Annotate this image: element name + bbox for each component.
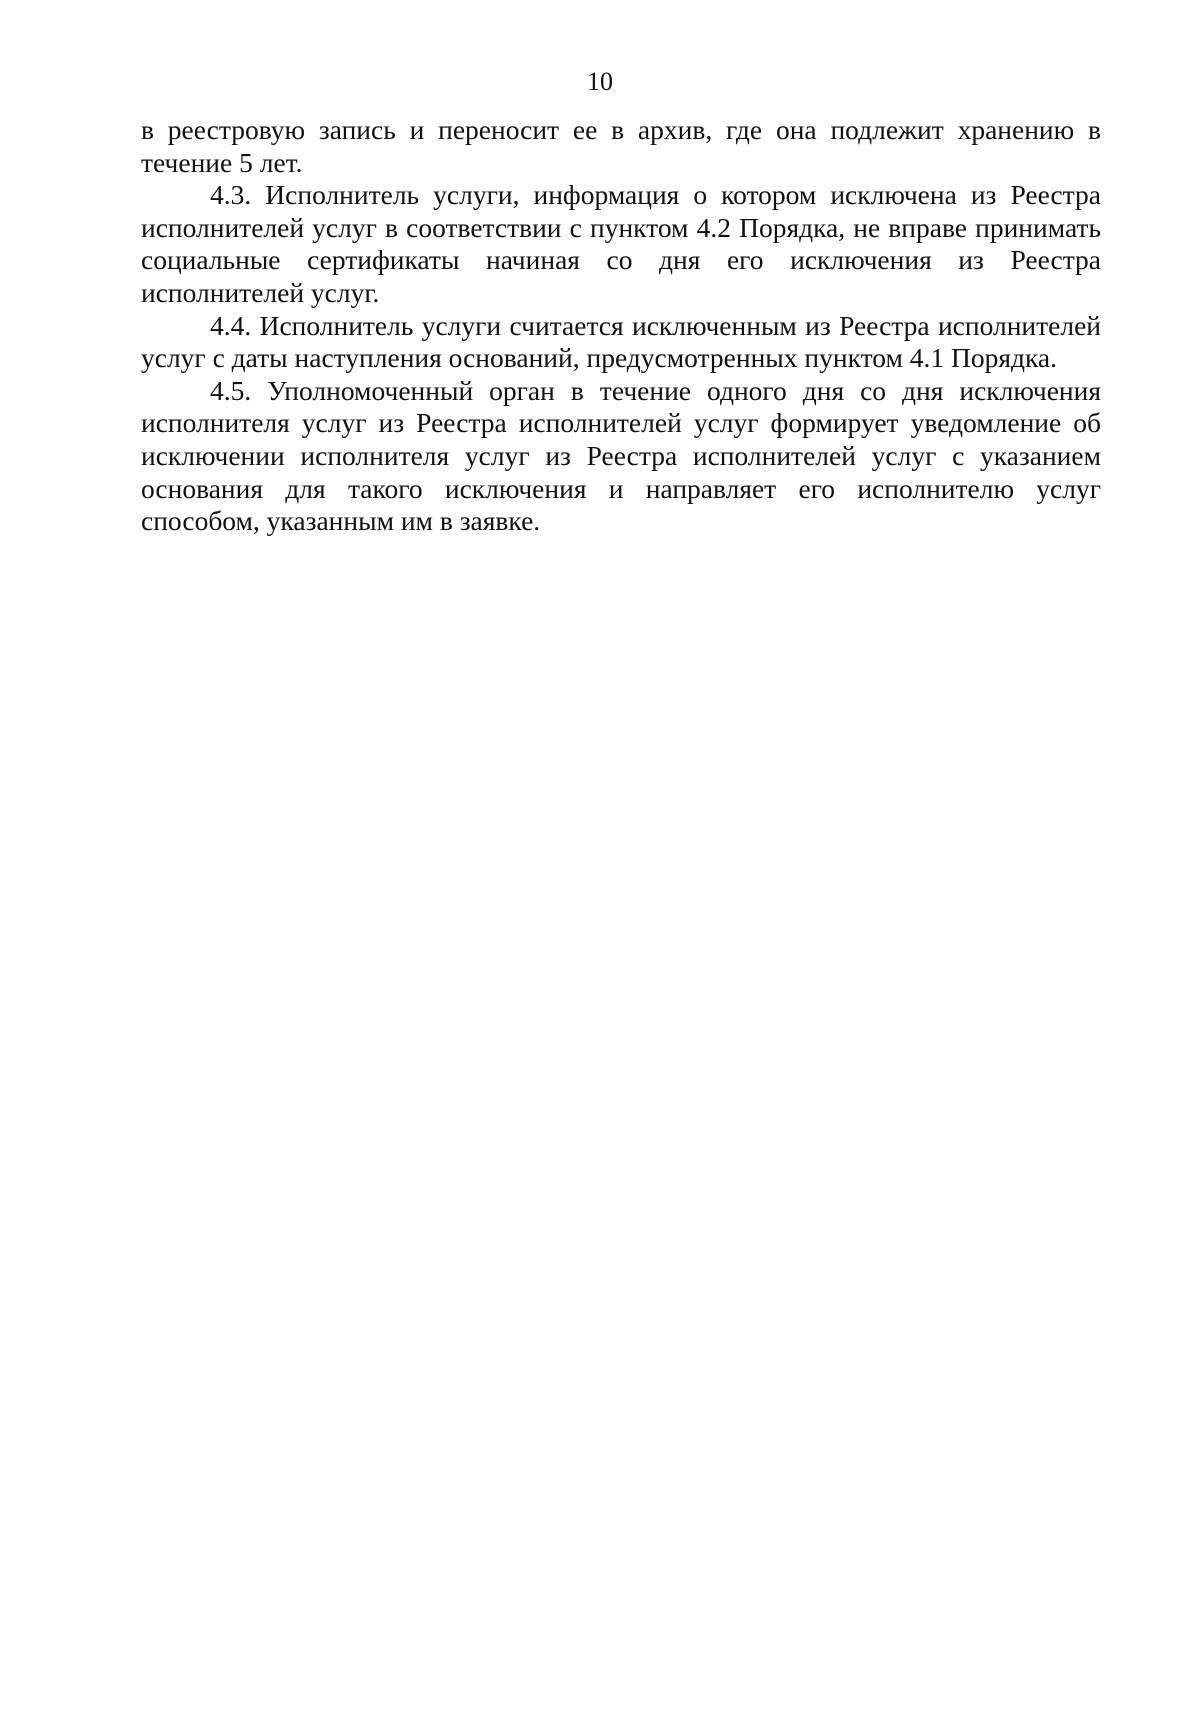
document-body xyxy=(141,114,1101,538)
paragraph-4-3: 4.3. Исполнитель услуги, информация о котором исключена из Реестра исполнителей услуг в соответствии с пунктом 4.2 Порядка, не вправе принимать социальные сертификаты начиная со дня его исключения из Реестра исполнителей услуг. xyxy=(141,179,1101,308)
paragraph-4-4: 4.4. Исполнитель услуги считается исключенным из Реестра исполнителей услуг с даты наступления оснований, предусмотренных пунктом 4.1 Порядка. xyxy=(141,309,1101,374)
paragraph-continuation: в реестровую запись и переносит ее в архив, где она подлежит хранению в течение 5 лет. xyxy=(141,114,1101,178)
paragraph-4-5: 4.5. Уполномоченный орган в течение одного дня со дня исключения исполнителя услуг из Реестра исполнителей услуг формирует уведомление об исключении исполнителя услуг из Реестра исполнителей услуг с указанием основания для такого исключения и направляет его исполнителю услуг способом, указанным им в заявке. xyxy=(141,374,1101,537)
page-number: 10 xyxy=(587,67,613,96)
